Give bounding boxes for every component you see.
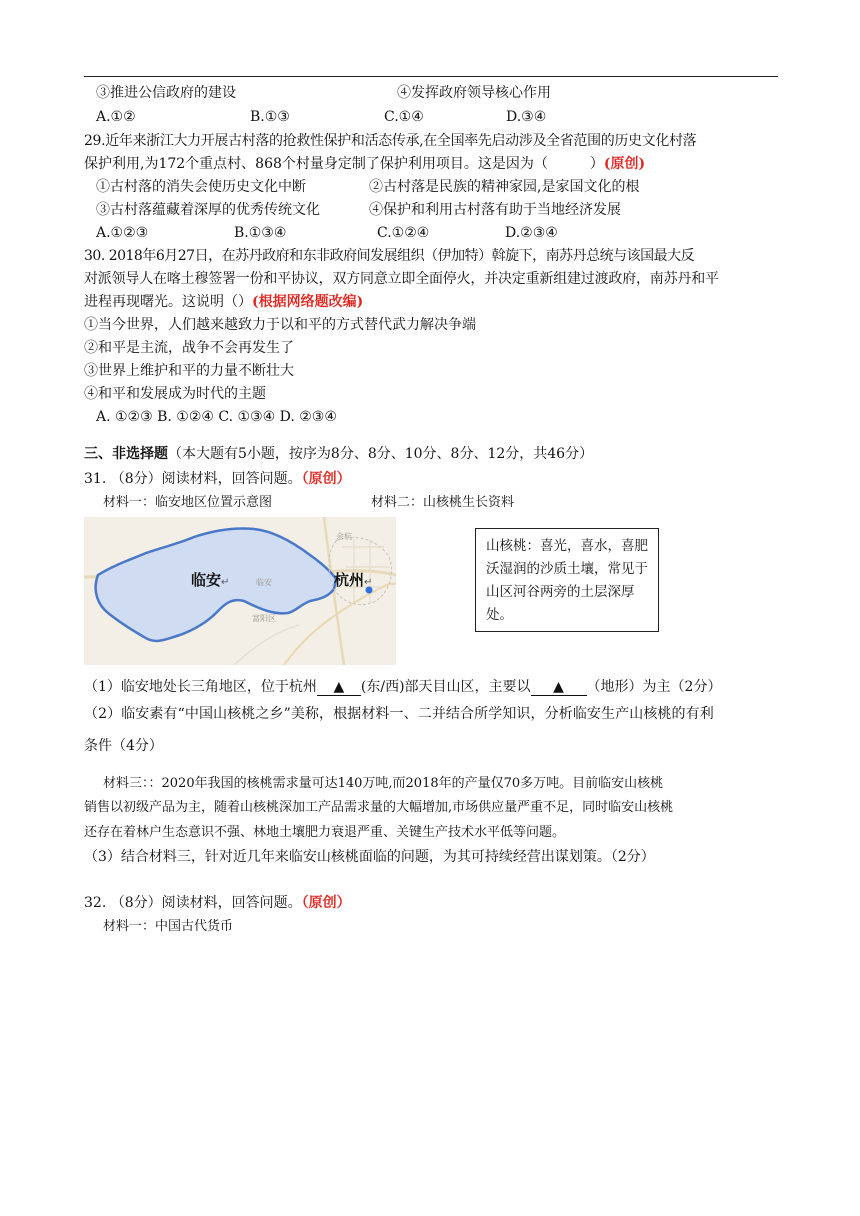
q30-tag: (根据网络题改编) [252,294,364,310]
q32-stem-line [84,893,351,913]
q28-option-a: A.①② [96,109,136,125]
q28-option-c: C.①④ [384,109,424,125]
q30-stem-line1: 30. 2018年6月27日，在苏丹政府和东非政府间发展组织（伊加特）斡旋下，南苏丹总统与该国最大反 [84,248,695,264]
q29-stem-line2 [84,154,645,174]
q29-stem-line1: 29.近年来浙江大力开展古村落的抢救性保护和活态传承,在全国率先启动涉及全省范围的历史文化村落 [84,133,697,149]
q29-option-b: B.①③④ [234,225,287,241]
q30-stem-line3 [84,292,363,312]
linan-location-map [84,517,396,665]
q31-sub1-blank2[interactable]: ▲ [531,679,587,696]
q32-tag: （原创） [301,895,351,911]
q29-option-a: A.①②③ [96,225,149,241]
q31-sub1-text-c: （地形）为主（2分） [586,679,722,695]
section3-heading [84,444,593,464]
map-label-yuhang: 余杭 [336,532,352,541]
q31-sub1-text-b: (东/西)部天目山区，主要以 [360,679,531,695]
q30-stem-text: 进程再现曙光。这说明（） [84,294,252,310]
walnut-info-box: 山核桃：喜光，喜水，喜肥沃湿润的沙质土壤，常见于山区河谷两旁的土层深厚处。 [475,528,659,632]
q29-item1: ①古村落的消失会使历史文化中断 [96,179,306,195]
q31-sub1-text-a: （1）临安地处长三角地区，位于杭州 [84,679,317,695]
q28-option-d: D.③④ [506,109,547,125]
q30-item3: ③世界上维护和平的力量不断壮大 [84,363,294,379]
q32-stem: 32. （8分）阅读材料，回答问题。 [84,895,302,911]
map-label-fuyang: 富阳区 [252,614,276,623]
q32-material1-caption: 材料一：中国古代货币 [103,919,234,934]
q30-item2: ②和平是主流，战争不会再发生了 [84,340,294,356]
section3-title: 三、非选择题 [84,446,168,462]
header-rule [84,76,778,77]
q31-material1-caption: 材料一：临安地区位置示意图 [103,495,273,510]
q30-options: A. ①②③ B. ①②④ C. ①③④ D. ②③④ [96,409,337,425]
q28-option-b: B.①③ [250,109,290,125]
q31-stem: 31. （8分）阅读材料，回答问题。 [84,471,302,487]
q29-option-c: C.①②④ [377,225,430,241]
q31-stem-line [84,469,351,489]
q28-item4: ④发挥政府领导核心作用 [397,85,551,101]
q31-material3-line3: 还存在着林户生态意识不强、林地土壤肥力衰退严重、关键生产技术水平低等问题。 [84,825,566,840]
q29-item2: ②古村落是民族的精神家园,是家国文化的根 [369,179,640,195]
q30-item4: ④和平和发展成为时代的主题 [84,386,266,402]
q31-sub2-line2: 条件（4分） [84,738,163,754]
q31-tag: （原创） [301,471,351,487]
q29-item4: ④保护和利用古村落有助于当地经济发展 [369,202,621,218]
q31-material2-caption: 材料二：山核桃生长资料 [371,495,515,510]
q29-option-d: D.②③④ [505,225,558,241]
q31-sub2-line1: （2）临安素有“中国山核桃之乡”美称，根据材料一、二并结合所学知识，分析临安生产山核桃的有利 [84,706,714,722]
q31-material3-line1: 材料三：：2020年我国的核桃需求量可达140万吨,而2018年的产量仅70多万吨。目前临安山核桃 [103,776,664,791]
q30-item1: ①当今世界，人们越来越致力于以和平的方式替代武力解决争端 [84,317,476,333]
map-label-linan: 临安↵ [191,571,230,589]
q31-sub1-blank1[interactable]: ▲ [317,679,361,696]
map-label-hangzhou: 杭州↵ [334,571,373,589]
q29-tag: (原创) [603,156,646,172]
q29-item3: ③古村落蕴藏着深厚的优秀传统文化 [96,202,320,218]
map-label-linan-small: 临安 [256,578,272,587]
section3-desc: （本大题有5小题，按序为8分、8分、10分、8分、12分，共46分） [168,446,594,462]
q28-item3: ③推进公信政府的建设 [96,85,236,101]
q29-stem-text: 保护利用,为172个重点村、868个村量身定制了保护利用项目。这是因为（ ） [84,156,604,172]
q31-sub3: （3）结合材料三，针对近几年来临安山核桃面临的问题，为其可持续经营出谋划策。（2分） [84,849,655,865]
q31-sub1 [84,677,721,697]
q31-material3-line2: 销售以初级产品为主，随着山核桃深加工产品需求量的大幅增加,市场供应量严重不足，同时临安山核桃 [84,800,674,815]
q30-stem-line2: 对派领导人在喀土穆签署一份和平协议，双方同意立即全面停火，并决定重新组建过渡政府，南苏丹和平 [84,271,719,287]
